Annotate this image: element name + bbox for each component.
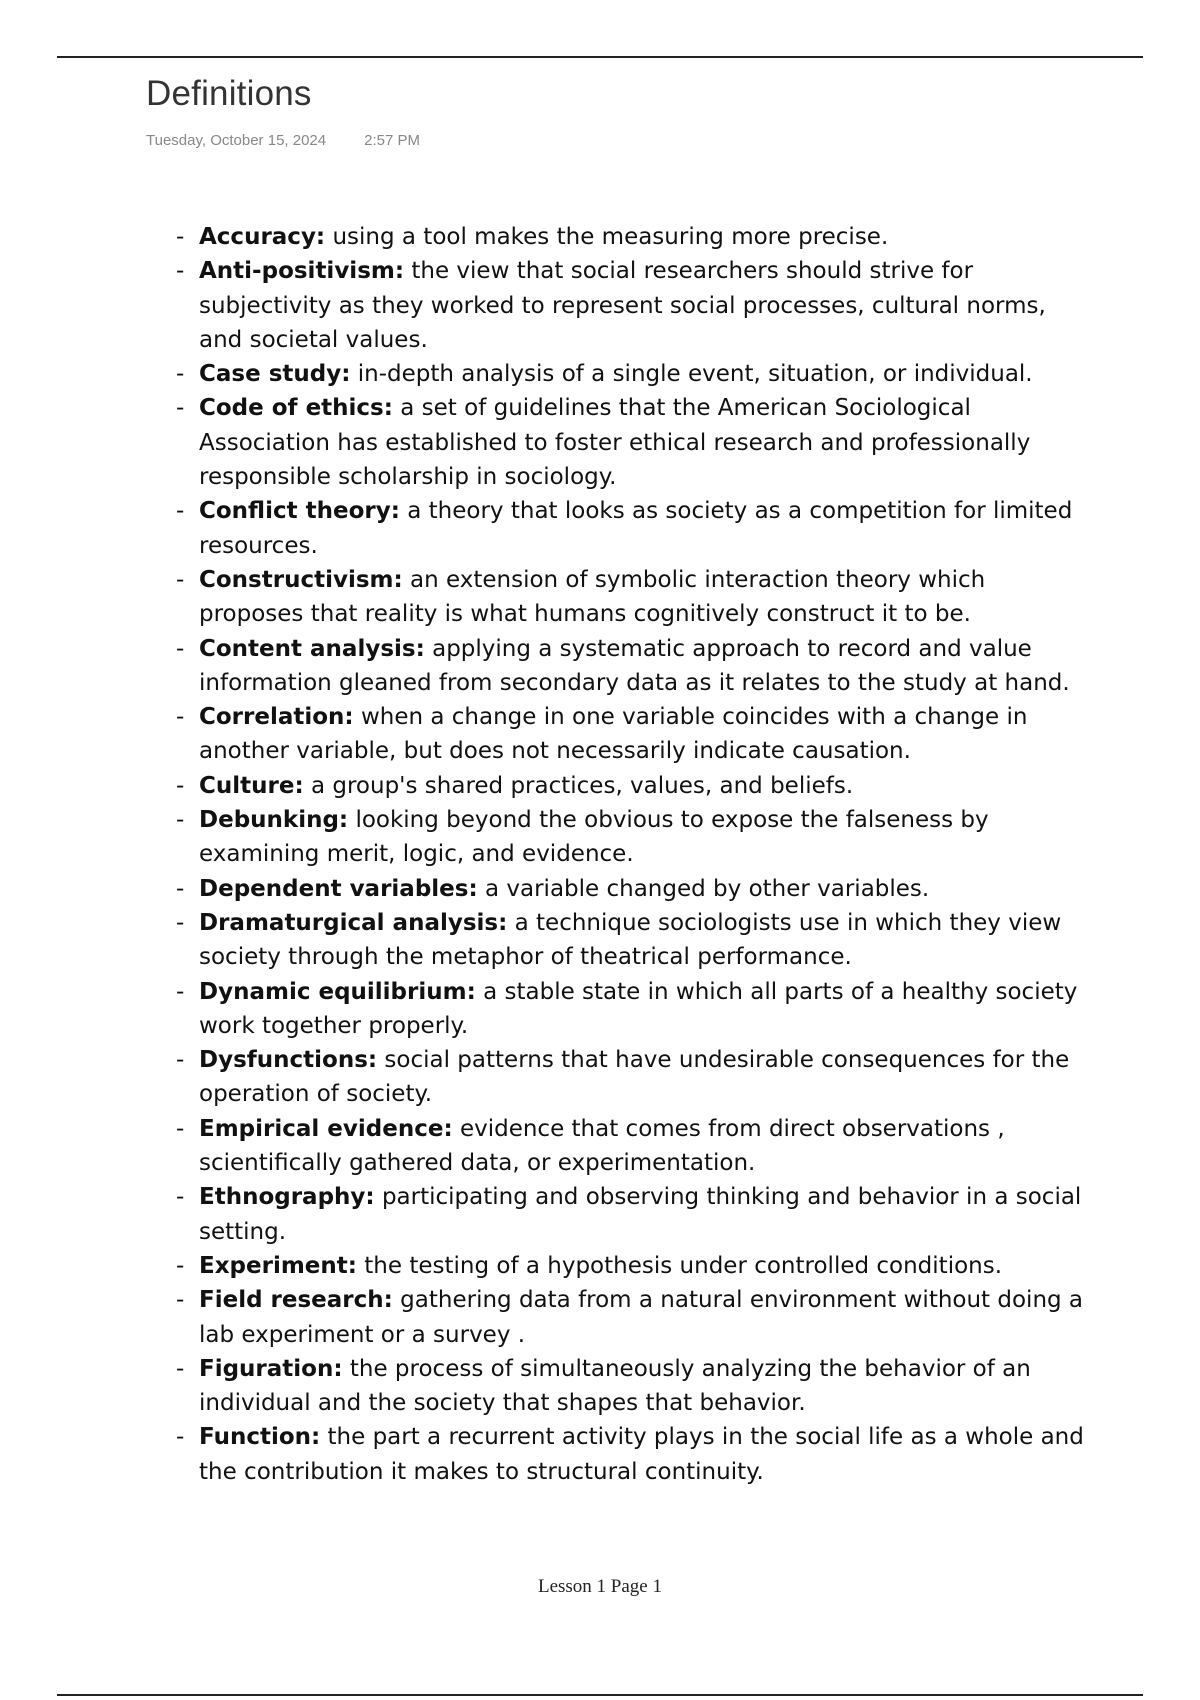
definition-item (176, 1112, 1096, 1181)
definition-term: Case study: (199, 361, 351, 388)
definition-term: Content analysis: (199, 635, 425, 662)
definition-term: Experiment: (199, 1252, 357, 1279)
definition-text: evidence that comes from direct observations , scientifically gathered data, or experimentation. (199, 1115, 1005, 1177)
definition-item (176, 1420, 1096, 1489)
definition-item (176, 357, 1096, 391)
definition-text: social patterns that have undesirable consequences for the operation of society. (199, 1047, 1070, 1108)
definition-text: the process of simultaneously analyzing the behavior of an individual and the society that shapes that behavior. (199, 1355, 1031, 1417)
definition-item (176, 872, 1096, 906)
definition-text: in-depth analysis of a single event, situation, or individual. (357, 361, 1033, 388)
definition-item (176, 803, 1096, 872)
page-timestamp (146, 132, 420, 149)
definition-term: Function: (199, 1424, 321, 1451)
definition-item (176, 1180, 1096, 1249)
definition-term: Dysfunctions: (199, 1047, 378, 1074)
definition-item (176, 906, 1096, 975)
definition-text: a group's shared practices, values, and beliefs. (310, 772, 854, 799)
definition-text: a set of guidelines that the American Sociological Association has established to foster ethical research and professionally responsible scholarship in sociology. (199, 395, 1031, 491)
definitions-list (176, 220, 1096, 1489)
bottom-divider (57, 1694, 1143, 1696)
definition-term: Anti-positivism: (199, 258, 405, 285)
definition-text: the testing of a hypothesis under controlled conditions. (364, 1252, 1003, 1279)
definition-text: a variable changed by other variables. (484, 875, 930, 902)
definition-term: Correlation: (199, 704, 354, 731)
definition-term: Field research: (199, 1287, 393, 1314)
definition-text: when a change in one variable coincides with a change in another variable, but does not necessarily indicate causation. (199, 704, 1028, 765)
definition-text: a technique sociologists use in which they view society through the metaphor of theatrical performance. (199, 909, 1062, 971)
definition-term: Dynamic equilibrium: (199, 978, 476, 1005)
definition-item (176, 769, 1096, 803)
definition-term: Ethnography: (199, 1184, 375, 1211)
definition-term: Dependent variables: (199, 875, 478, 902)
definition-item (176, 1352, 1096, 1421)
definition-text: a theory that looks as society as a competition for limited resources. (199, 498, 1073, 559)
definition-text: the view that social researchers should strive for subjectivity as they worked to represent social processes, cultural norms, and societal values. (199, 258, 1046, 353)
definition-item (176, 632, 1096, 701)
definition-term: Culture: (199, 772, 304, 799)
definition-item (176, 563, 1096, 632)
definition-item (176, 700, 1096, 769)
definition-item (176, 1249, 1096, 1283)
definition-term: Dramaturgical analysis: (199, 909, 508, 936)
definition-item (176, 254, 1096, 357)
definition-text: using a tool makes the measuring more precise. (332, 224, 889, 250)
definition-text: applying a systematic approach to record and value information gleaned from secondary data as it relates to the study at hand. (199, 635, 1070, 696)
definition-item (176, 975, 1096, 1044)
definition-term: Debunking: (199, 807, 349, 834)
page-date: Tuesday, October 15, 2024 (146, 132, 327, 149)
definition-item (176, 1283, 1096, 1352)
page-time: 2:57 PM (364, 132, 420, 149)
definition-text: a stable state in which all parts of a healthy society work together properly. (199, 978, 1078, 1039)
definition-term: Empirical evidence: (199, 1115, 453, 1142)
page-title: Definitions (146, 74, 312, 113)
definition-text: the part a recurrent activity plays in the social life as a whole and the contribution it makes to structural continuity. (199, 1424, 1084, 1485)
definition-item (176, 220, 1096, 254)
definition-text: gathering data from a natural environment without doing a lab experiment or a survey . (199, 1287, 1084, 1348)
definition-text: an extension of symbolic interaction theory which proposes that reality is what humans cognitively construct it to be. (199, 566, 986, 628)
definition-term: Figuration: (199, 1355, 343, 1382)
definition-text: looking beyond the obvious to expose the falseness by examining merit, logic, and evidence. (199, 807, 989, 868)
page-footer: Lesson 1 Page 1 (537, 1576, 662, 1597)
top-divider (57, 56, 1143, 58)
definition-term: Code of ethics: (199, 395, 393, 422)
definition-term: Constructivism: (199, 566, 403, 593)
definition-item (176, 1043, 1096, 1112)
definition-text: participating and observing thinking and behavior in a social setting. (199, 1184, 1082, 1245)
definition-term: Conflict theory: (199, 498, 400, 525)
definition-item (176, 494, 1096, 563)
definition-term: Accuracy: (199, 224, 326, 250)
definition-item (176, 391, 1096, 494)
